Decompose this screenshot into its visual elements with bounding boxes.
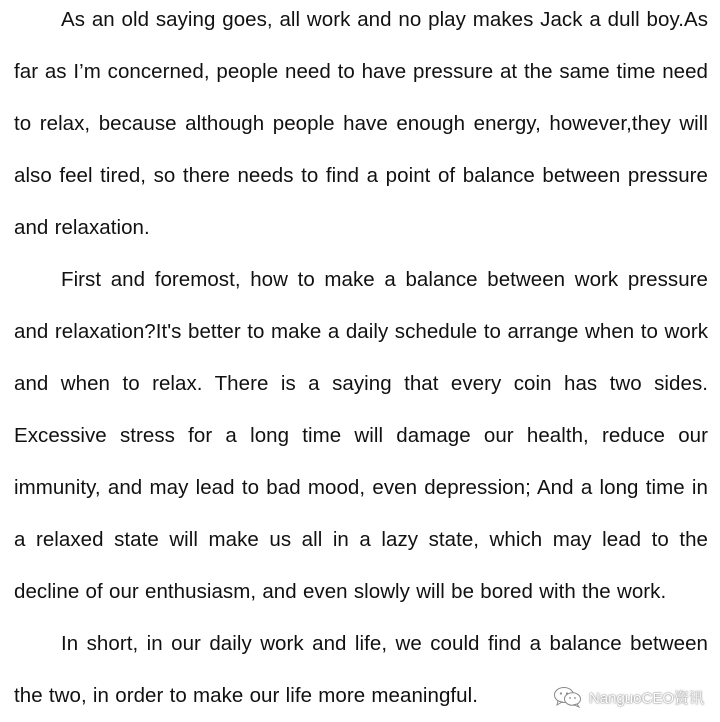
wechat-icon [553, 686, 583, 708]
essay-paragraph-3: In short, in our daily work and life, we could find a balance between the two, in order to make our life more meaningful. [14, 632, 708, 707]
essay-paragraph-1: As an old saying goes, all work and no play makes Jack a dull boy.As far as I’m concerned, people need to have pressure at the same time need to relax, because although people have enough energy, however,they will also feel tired, so there needs to find a point of balance between pressure and relaxation. [14, 8, 708, 239]
watermark [553, 686, 704, 708]
essay-body [14, 0, 708, 722]
essay-paragraph-2: First and foremost, how to make a balance between work pressure and relaxation?It's better to make a daily schedule to arrange when to work and when to relax. There is a saying that every coin has two sides. Excessive stress for a long time will damage our health, reduce our immunity, and may lead to bad mood, even depression; And a long time in a relaxed state will make us all in a lazy state, which may lead to the decline of our enthusiasm, and even slowly will be bored with the work. [14, 268, 708, 603]
watermark-text: NanguoCEO资讯 [588, 689, 704, 707]
